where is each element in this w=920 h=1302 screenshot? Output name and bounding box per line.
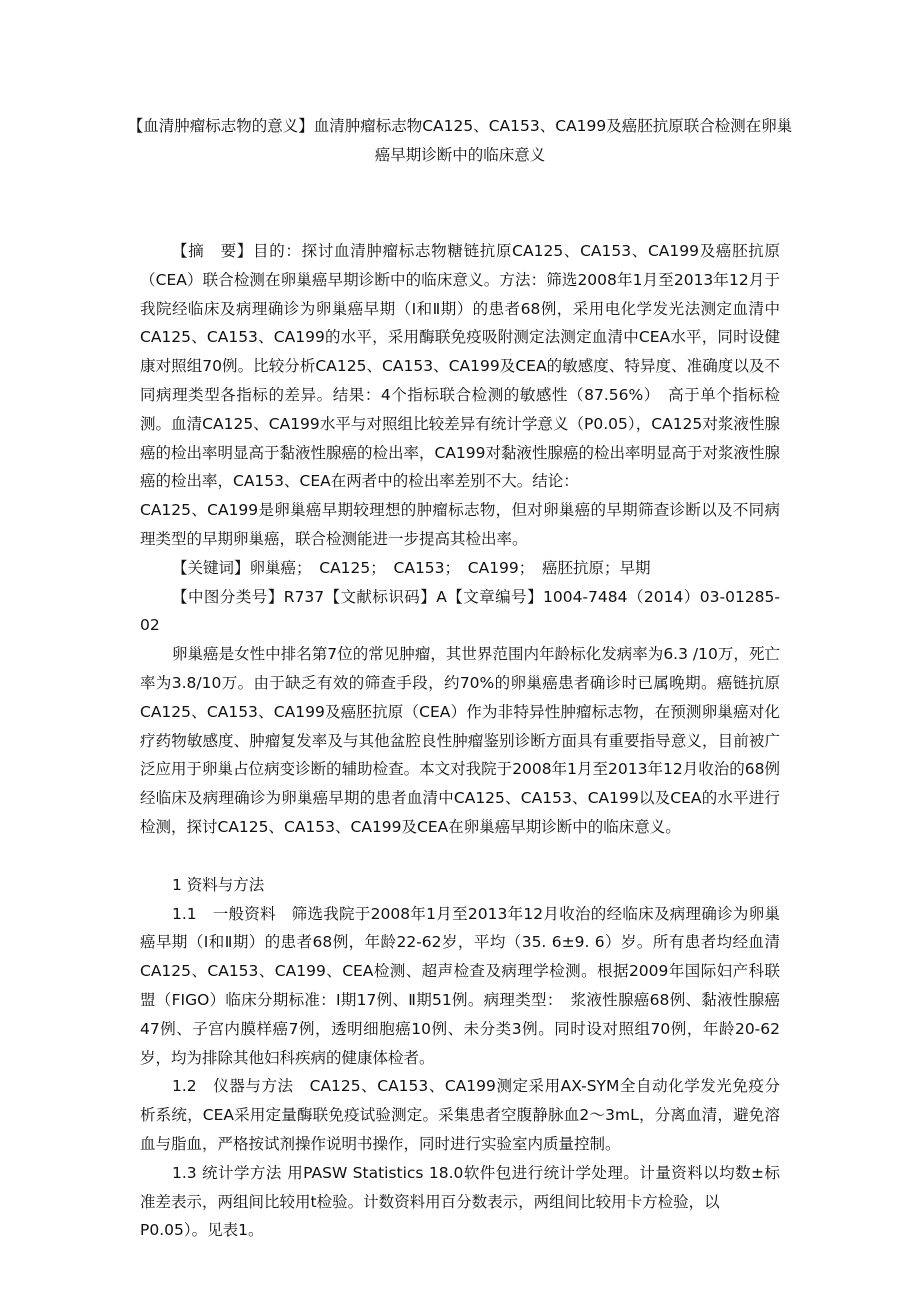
document-body: [140, 237, 780, 1245]
section-heading: 1 资料与方法: [172, 875, 265, 894]
keywords: 【关键词】卵巢癌； CA125； CA153； CA199； 癌胚抗原；早期: [172, 558, 651, 577]
spacer: [140, 842, 780, 871]
classification-info: 【中图分类号】R737【文献标识码】A【文章编号】1004-7484（2014）03-01285-02: [140, 587, 780, 635]
abstract-conclusion: CA125、CA199是卵巢癌早期较理想的肿瘤标志物，但对卵巢癌的早期筛查诊断以及不同病理类型的早期卵巢癌，联合检测能进一步提高其检出率。: [140, 501, 780, 548]
section-1-3: 1.3 统计学方法 用PASW Statistics 18.0软件包进行统计学处理。计量资料以均数±标准差表示，两组间比较用t检验。计数资料用百分数表示，两组间比较用卡方检验，以: [140, 1163, 780, 1211]
abstract-paragraph: [140, 237, 780, 496]
abstract-label: 【摘 要】: [172, 242, 253, 260]
intro-paragraph: 卵巢癌是女性中排名第7位的常见肿瘤，其世界范围内年龄标化发病率为6.3 /10万，死亡率为3.8/10万。由于缺乏有效的筛查手段，约70%的卵巢癌患者确诊时已属晚期。癌链抗原CA125、CA153、CA199及癌胚抗原（CEA）作为非特异性肿瘤标志物，在预测卵巢癌对化疗药物敏感度、肿瘤复发率及与其他盆腔良性肿瘤鉴别诊断方面具有重要指导意义，目前被广泛应用于卵巢占位病变诊断的辅助检查。本文对我院于2008年1月至2013年12月收治的68例经临床及病理确诊为卵巢癌早期的患者血清中CA125、CA153、CA199以及CEA的水平进行检测，探讨CA125、CA153、CA199及CEA在卵巢癌早期诊断中的临床意义。: [140, 645, 780, 836]
document-title: 【血清肿瘤标志物的意义】血清肿瘤标志物CA125、CA153、CA199及癌胚抗原联合检测在卵巢癌早期诊断中的临床意义: [127, 117, 793, 164]
section-1-1: 1.1 一般资料 筛选我院于2008年1月至2013年12月收治的经临床及病理确诊为卵巢癌早期（Ⅰ和Ⅱ期）的患者68例，年龄22-62岁，平均（35. 6±9. 6）岁。所有患者均经血清CA125、CA153、CA199、CEA检测、超声检查及病理学检测。根据2009年国际妇产科联盟（FIGO）临床分期标准：Ⅰ期17例、Ⅱ期51例。病理类型： 浆液性腺癌68例、黏液性腺癌47例、子宫内膜样癌7例，透明细胞癌10例、未分类3例。同时设对照组70例，年龄20-62岁，均为排除其他妇科疾病的健康体检者。: [140, 904, 780, 1067]
section-1-2: 1.2 仪器与方法 CA125、CA153、CA199测定采用AX-SYM全自动化学发光免疫分析系统，CEA采用定量酶联免疫试验测定。采集患者空腹静脉血2～3mL，分离血清，避免溶血与脂血，严格按试剂操作说明书操作，同时进行实验室内质量控制。: [140, 1077, 780, 1153]
section-1-3-end: P0.05）。见表1。: [140, 1221, 264, 1240]
abstract-text: 目的：探讨血清肿瘤标志物糖链抗原CA125、CA153、CA199及癌胚抗原（CEA）联合检测在卵巢癌早期诊断中的临床意义。方法：筛选2008年1月至2013年12月于我院经临床及病理确诊为卵巢癌早期（Ⅰ和Ⅱ期）的患者68例，采用电化学发光法测定血清中CA125、CA153、CA199的水平，采用酶联免疫吸附测定法测定血清中CEA水平，同时设健康对照组70例。比较分析CA125、CA153、CA199及CEA的敏感度、特异度、准确度以及不同病理类型各指标的差异。结果：4个指标联合检测的敏感性（87.56%） 高于单个指标检测。血清CA125、CA199水平与对照组比较差异有统计学意义（P0.05），CA125对浆液性腺癌的检出率明显高于黏液性腺癌的检出率，CA199对黏液性腺癌的检出率明显高于对浆液性腺癌的检出率，CA153、CEA在两者中的检出率差别不大。结论：: [140, 242, 781, 491]
